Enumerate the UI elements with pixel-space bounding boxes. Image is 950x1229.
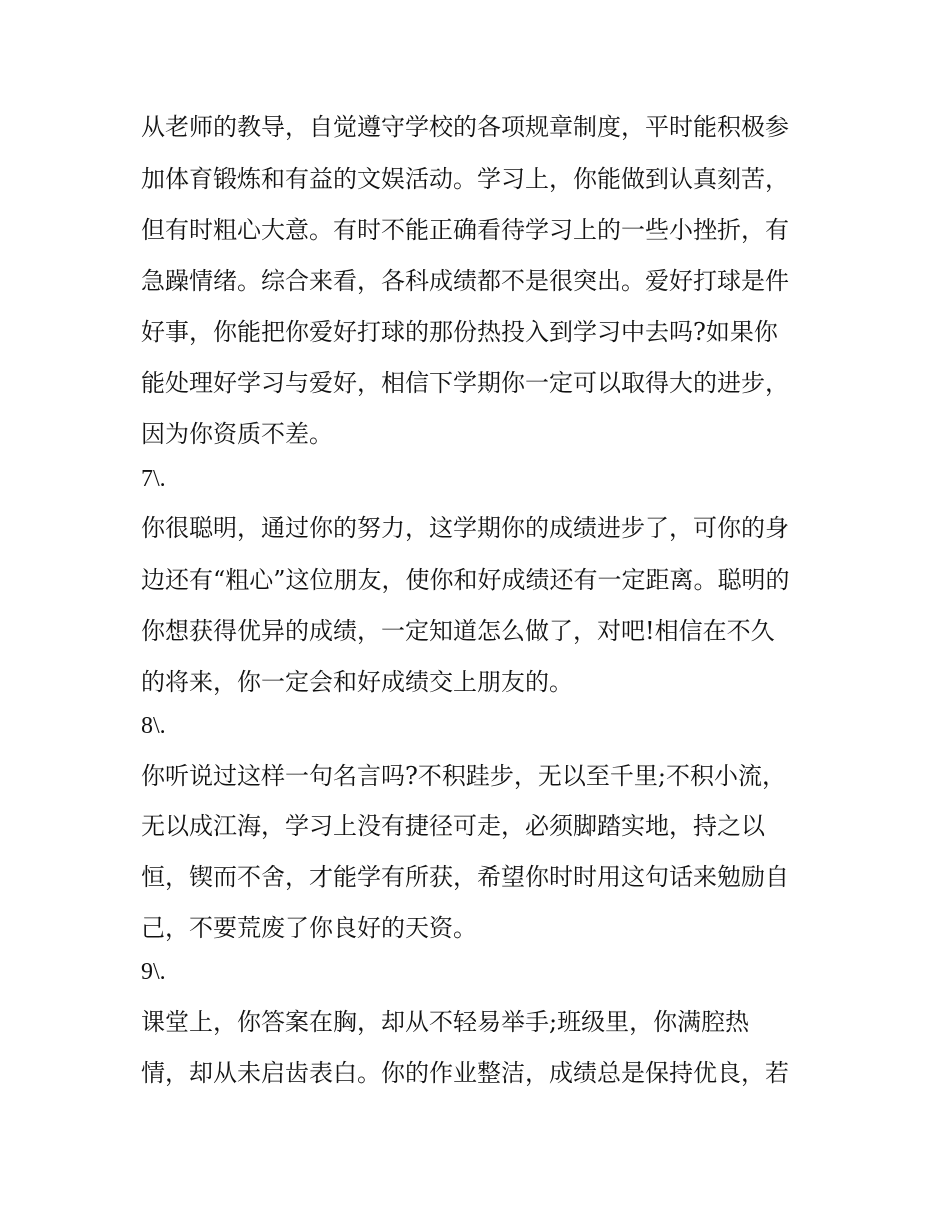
text-line: 好事，你能把你爱好打球的那份热投入到学习中去吗?如果你 (141, 318, 778, 346)
text-line: 从老师的教导，自觉遵守学校的各项规章制度，平时能积极参 (141, 113, 789, 141)
text-line: 情，却从未启齿表白。你的作业整洁，成绩总是保持优良，若 (141, 1059, 789, 1087)
item-number: 8\. (141, 713, 166, 739)
text-line: 你很聪明，通过你的努力，这学期你的成绩进步了，可你的身 (141, 514, 789, 542)
text-line: 课堂上，你答案在胸，却从不轻易举手;班级里，你满腔热 (141, 1008, 750, 1036)
text-line: 你听说过这样一句名言吗?不积跬步，无以至千里;不积小流， (141, 762, 786, 790)
item-number: 7\. (141, 466, 166, 492)
text-line: 己，不要荒废了你良好的天资。 (141, 914, 477, 942)
text-line: 能处理好学习与爱好，相信下学期你一定可以取得大的进步， (141, 369, 789, 397)
text-line: 边还有“粗心”这位朋友，使你和好成绩还有一定距离。聪明的 (141, 566, 790, 594)
text-line: 恒，锲而不舍，才能学有所获，希望你时时用这句话来勉励自 (141, 863, 789, 891)
text-line: 无以成江海，学习上没有捷径可走，必须脚踏实地，持之以 (141, 812, 765, 840)
text-line: 你想获得优异的成绩，一定知道怎么做了，对吧!相信在不久 (141, 617, 775, 645)
text-line: 但有时粗心大意。有时不能正确看待学习上的一些小挫折，有 (141, 216, 789, 244)
item-number: 9\. (141, 959, 166, 985)
text-line: 急躁情绪。综合来看，各科成绩都不是很突出。爱好打球是件 (141, 267, 789, 295)
text-line: 因为你资质不差。 (141, 420, 333, 448)
text-line: 加体育锻炼和有益的文娱活动。学习上，你能做到认真刻苦， (141, 165, 789, 193)
text-line: 的将来，你一定会和好成绩交上朋友的。 (141, 668, 573, 696)
